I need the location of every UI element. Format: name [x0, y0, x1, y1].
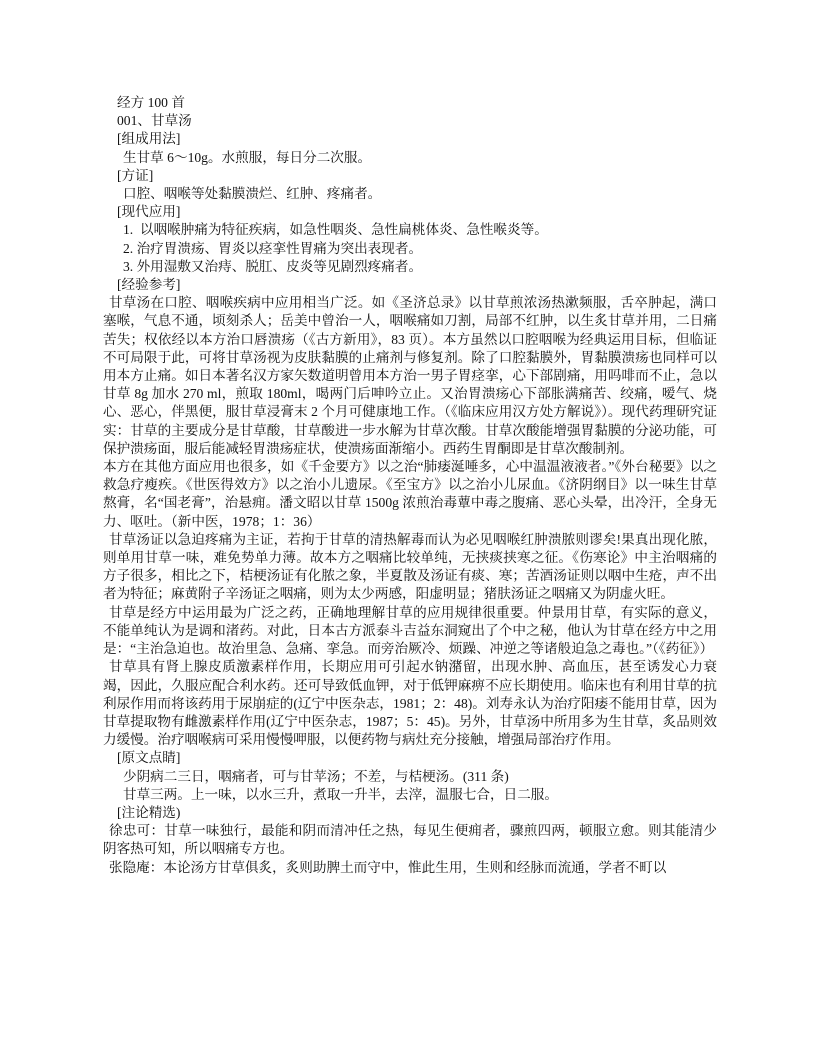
heading-indication: [方证] — [117, 167, 154, 183]
commentary-paragraph-zhang-yinan: 张隐庵：本论汤方甘草俱炙，炙则助脾土而守中，惟此生用，生则和经脉而流通，学者不町以 — [109, 859, 667, 875]
experience-paragraph-4: 甘草是经方中运用最为广泛之药，正确地理解甘草的应用规律很重要。仲景用甘草，有实际的意义，不能单纯认为是调和渚药。对此，日本古方派泰斗吉益东洞窥出了个中之秘，他认为甘草在经方中之用是：“主治急迫也。故治里急、急痛、挛急。而旁治厥冷、烦躁、冲逆之等诸般迫急之毒也。”（《药征》） — [103, 604, 717, 657]
application-item-2: 2. 治疗胃溃疡、胃炎以痉挛性胃痛为突出表现者。 — [123, 240, 423, 256]
heading-composition: [组成用法] — [117, 131, 181, 147]
original-text-line-2: 甘草三两。上一味，以水三升，煮取一升半，去滓，温服七合，日二服。 — [123, 786, 558, 802]
heading-selected-commentaries: [注论精选) — [117, 804, 181, 820]
book-series-title: 经方 100 首 — [117, 95, 185, 110]
entry-title: 001、甘草汤 — [117, 113, 192, 129]
heading-experience-reference: [经验参考] — [117, 277, 181, 293]
experience-paragraph-1: 甘草汤在口腔、咽喉疾病中应用相当广泛。如《圣济总录》以甘草煎浓汤热漱频服，舌卒肿起，满口塞喉，气息不通，顷刻杀人；岳美中曾治一人，咽喉痛如刀割，局部不红肿，以生炙甘草并用，二日痛苦失；权依经以本方治口唇溃疡（《古方新用》，83 页）。本方虽然以口腔咽喉为经典运用目标，但临证不可局限于此，可将甘草汤视为皮肤黏膜的止痛剂与修复剂。除了口腔黏膜外，胃黏膜溃疡也同样可以用本方止痛。如日本著名汉方家矢数道明曾用本方治一男子胃痉挛，心下部剧痛，用吗啡而不止，急以甘草 8g 加水 270 ml，煎取 180ml，喝两门后呻吟立止。又治胃溃疡心下部胀满痛苦、绞痛，嗳气、烧心、恶心，伴黑便，服甘草浸膏末 2 个月可健康地工作。（《临床应用汉方处方解说》）。现代药理研究证实：甘草的主要成分是甘草酸，甘草酸进一步水解为甘草次酸。甘草次酸能增强胃黏膜的分泌功能，可保护溃疡面，服后能减轻胃溃疡症状，使溃疡面渐缩小。西药生胃酮即是甘草次酸制剂。 — [103, 295, 717, 456]
heading-original-text: [原文点睛] — [117, 750, 181, 766]
indication-line: 口腔、咽喉等处黏膜溃烂、红肿、疼痛者。 — [123, 186, 382, 202]
commentary-paragraph-xu-zhongke: 徐忠可：甘草一味独行，最能和阴而清冲任之热，每见生便痈者，骤煎四两，顿服立愈。则其能清少阴客热可知，所以咽痛专方也。 — [103, 823, 717, 857]
text-block — [103, 94, 717, 877]
heading-modern-applications: [现代应用] — [117, 204, 181, 220]
application-item-3: 3. 外用湿敷又治痔、脱肛、皮炎等见剧烈疼痛者。 — [123, 258, 423, 274]
experience-paragraph-2: 本方在其他方面应用也很多，如《千金要方》以之治“肺痿涎唾多，心中温温液液者。”《外台秘要》以之救急疗瘦疾。《世医得效方》以之治小儿遗尿。《至宝方》以之治小儿尿血。《济阴纲目》以一味生甘草熬膏，名“国老膏”，治悬痈。潘文昭以甘草 1500g 浓煎治毒蕈中毒之腹痛、恶心头晕，出冷汗，全身无力、呕吐。（新中医，1978；1：36） — [103, 459, 717, 529]
original-text-line-1: 少阴病二三日，咽痛者，可与甘苹汤；不差，与桔梗汤。(311 条) — [123, 768, 509, 784]
experience-paragraph-3: 甘草汤证以急迫疼痛为主证，若拘于甘草的清热解毒而认为必见咽喉红肿溃脓则谬矣!果真出现化脓，则单用甘草一味，难免势单力薄。故本方之咽痛比较单纯，无挟痰挟寒之征。《伤寒论》中主治咽痛的方子很多，相比之下，桔梗汤证有化脓之象，半夏散及汤证有痰、寒；苦酒汤证则以咽中生疮，声不出者为特征；麻黄附子辛汤证之咽痛，则为太少两感，阳虚明显；猪肤汤证之咽痛又为阴虚火旺。 — [103, 531, 717, 602]
experience-paragraph-5: 甘草具有肾上腺皮质激素样作用，长期应用可引起水钠潴留，出现水肿、高血压，甚至诱发心力衰竭，因此，久服应配合利水药。还可导致低血钾，对于低钾麻痹不应长期使用。临床也有利用甘草的抗利尿作用而将该药用于尿崩症的(辽宁中医杂志，1981；2：48)。刘寿永认为治疗阳痿不能用甘草，因为甘草提取物有雌激素样作用(辽宁中医杂志，1987；5：45)。另外，甘草汤中所用多为生甘草，炙品则效力缓慢。治疗咽喉病可采用慢慢呷服，以便药物与病灶充分接触，增强局部治疗作用。 — [103, 659, 717, 748]
application-item-1: 1. 以咽喉肿痛为特征疾病，如急性咽炎、急性扁桃体炎、急性喉炎等。 — [123, 222, 548, 238]
composition-line: 生甘草 6～10g。水煎服，每日分二次服。 — [123, 149, 372, 165]
